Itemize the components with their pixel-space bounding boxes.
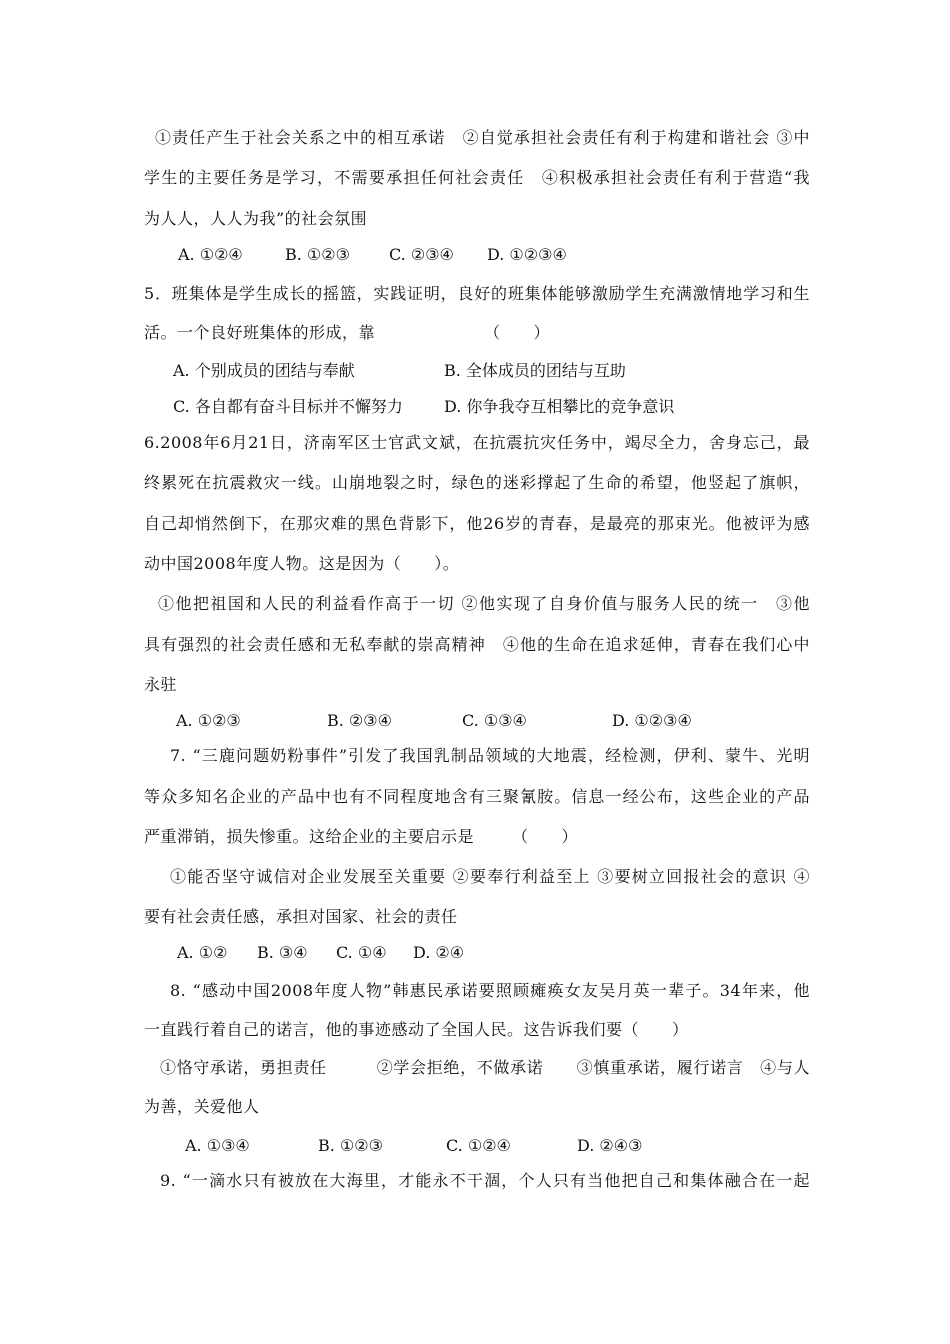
q4-option-b: B. ①②③ [285, 245, 350, 264]
q8-stem-line-2: 一直践行着自己的诺言，他的事迹感动了全国人民。这告诉我们要（ ） [144, 1020, 689, 1039]
q7-option-a: A. ①② [177, 943, 228, 962]
q7-option-b: B. ③④ [257, 943, 308, 962]
q4-statement-line-3: 为人人，人人为我”的社会氛围 [144, 209, 368, 228]
q6-stem-line-4: 动中国2008年度人物。这是因为（ ）。 [144, 554, 460, 573]
q6-option-c: C. ①③④ [462, 711, 527, 730]
q7-option-d: D. ②④ [413, 943, 465, 962]
q7-answer-parentheses: （ ） [512, 827, 579, 846]
q8-option-d: D. ②④③ [577, 1136, 643, 1155]
q7-stem-line-3 [144, 826, 810, 848]
q6-statement-line-3: 永驻 [144, 675, 178, 694]
q6-option-b: B. ②③④ [327, 711, 392, 730]
q4-option-c: C. ②③④ [389, 245, 454, 264]
q7-stem-text: 严重滞销，损失惨重。这给企业的主要启示是 [144, 827, 475, 846]
q5-stem-line-1: 5．班集体是学生成长的摇篮，实践证明，良好的班集体能够激励学生充满激情地学习和生 [144, 284, 810, 303]
q7-statement-line-2: 要有社会责任感，承担对国家、社会的责任 [144, 907, 458, 926]
q8-statement-line-2: 为善，关爱他人 [144, 1097, 260, 1116]
q4-statement-line-2: 学生的主要任务是学习，不需要承担任何社会责任 ④积极承担社会责任有利于营造“我 [144, 168, 810, 187]
q5-option-a: A. 个别成员的团结与奉献 [173, 361, 355, 380]
q9-stem-line-1: 9. “一滴水只有被放在大海里，才能永不干涸，个人只有当他把自己和集体融合在一起 [160, 1171, 810, 1190]
q6-option-a: A. ①②③ [176, 711, 241, 730]
q7-option-c: C. ①④ [336, 943, 387, 962]
q8-option-b: B. ①②③ [318, 1136, 383, 1155]
q5-option-d: D. 你争我夺互相攀比的竞争意识 [444, 397, 675, 416]
q7-stem-line-1: 7. “三鹿问题奶粉事件”引发了我国乳制品领域的大地震，经检测，伊利、蒙牛、光明 [170, 746, 810, 765]
q6-option-d: D. ①②③④ [612, 711, 692, 730]
q8-statement-line-1: ①恪守承诺，勇担责任 ②学会拒绝，不做承诺 ③慎重承诺，履行诺言 ④与人 [160, 1058, 810, 1077]
q8-stem-line-1: 8. “感动中国2008年度人物”韩惠民承诺要照顾瘫痪女友吴月英一辈子。34年来，他 [170, 981, 810, 1000]
q8-option-c: C. ①②④ [446, 1136, 511, 1155]
q6-stem-line-2: 终累死在抗震救灾一线。山崩地裂之时，绿色的迷彩撑起了生命的希望，他竖起了旗帜， [144, 473, 810, 492]
q5-option-c: C. 各自都有奋斗目标并不懈努力 [173, 397, 403, 416]
q7-stem-line-2: 等众多知名企业的产品中也有不同程度地含有三聚氰胺。信息一经公布，这些企业的产品 [144, 787, 810, 806]
q6-stem-line-1: 6.2008年6月21日，济南军区士官武文斌，在抗震抗灾任务中，竭尽全力，舍身忘己，最 [144, 433, 810, 452]
q5-option-b: B. 全体成员的团结与互助 [444, 361, 626, 380]
q7-statement-line-1: ①能否坚守诚信对企业发展至关重要 ②要奉行利益至上 ③要树立回报社会的意识 ④ [170, 867, 810, 886]
q5-stem-text: 活。一个良好班集体的形成，靠 [144, 323, 376, 342]
q8-option-a: A. ①③④ [185, 1136, 250, 1155]
q6-stem-line-3: 自己却悄然倒下，在那灾难的黑色背影下，他26岁的青春，是最亮的那束光。他被评为感 [144, 514, 810, 533]
q6-statement-line-2: 具有强烈的社会责任感和无私奉献的崇高精神 ④他的生命在追求延伸，青春在我们心中 [144, 635, 810, 654]
q5-answer-parentheses: （ ） [484, 323, 551, 342]
q5-stem-line-2 [144, 322, 810, 344]
q6-statement-line-1: ①他把祖国和人民的利益看作高于一切 ②他实现了自身价值与服务人民的统一 ③他 [158, 594, 810, 613]
q4-statement-line-1: ①责任产生于社会关系之中的相互承诺 ②自觉承担社会责任有利于构建和谐社会 ③中 [155, 128, 810, 147]
q4-option-a: A. ①②④ [178, 245, 243, 264]
q4-option-d: D. ①②③④ [487, 245, 567, 264]
